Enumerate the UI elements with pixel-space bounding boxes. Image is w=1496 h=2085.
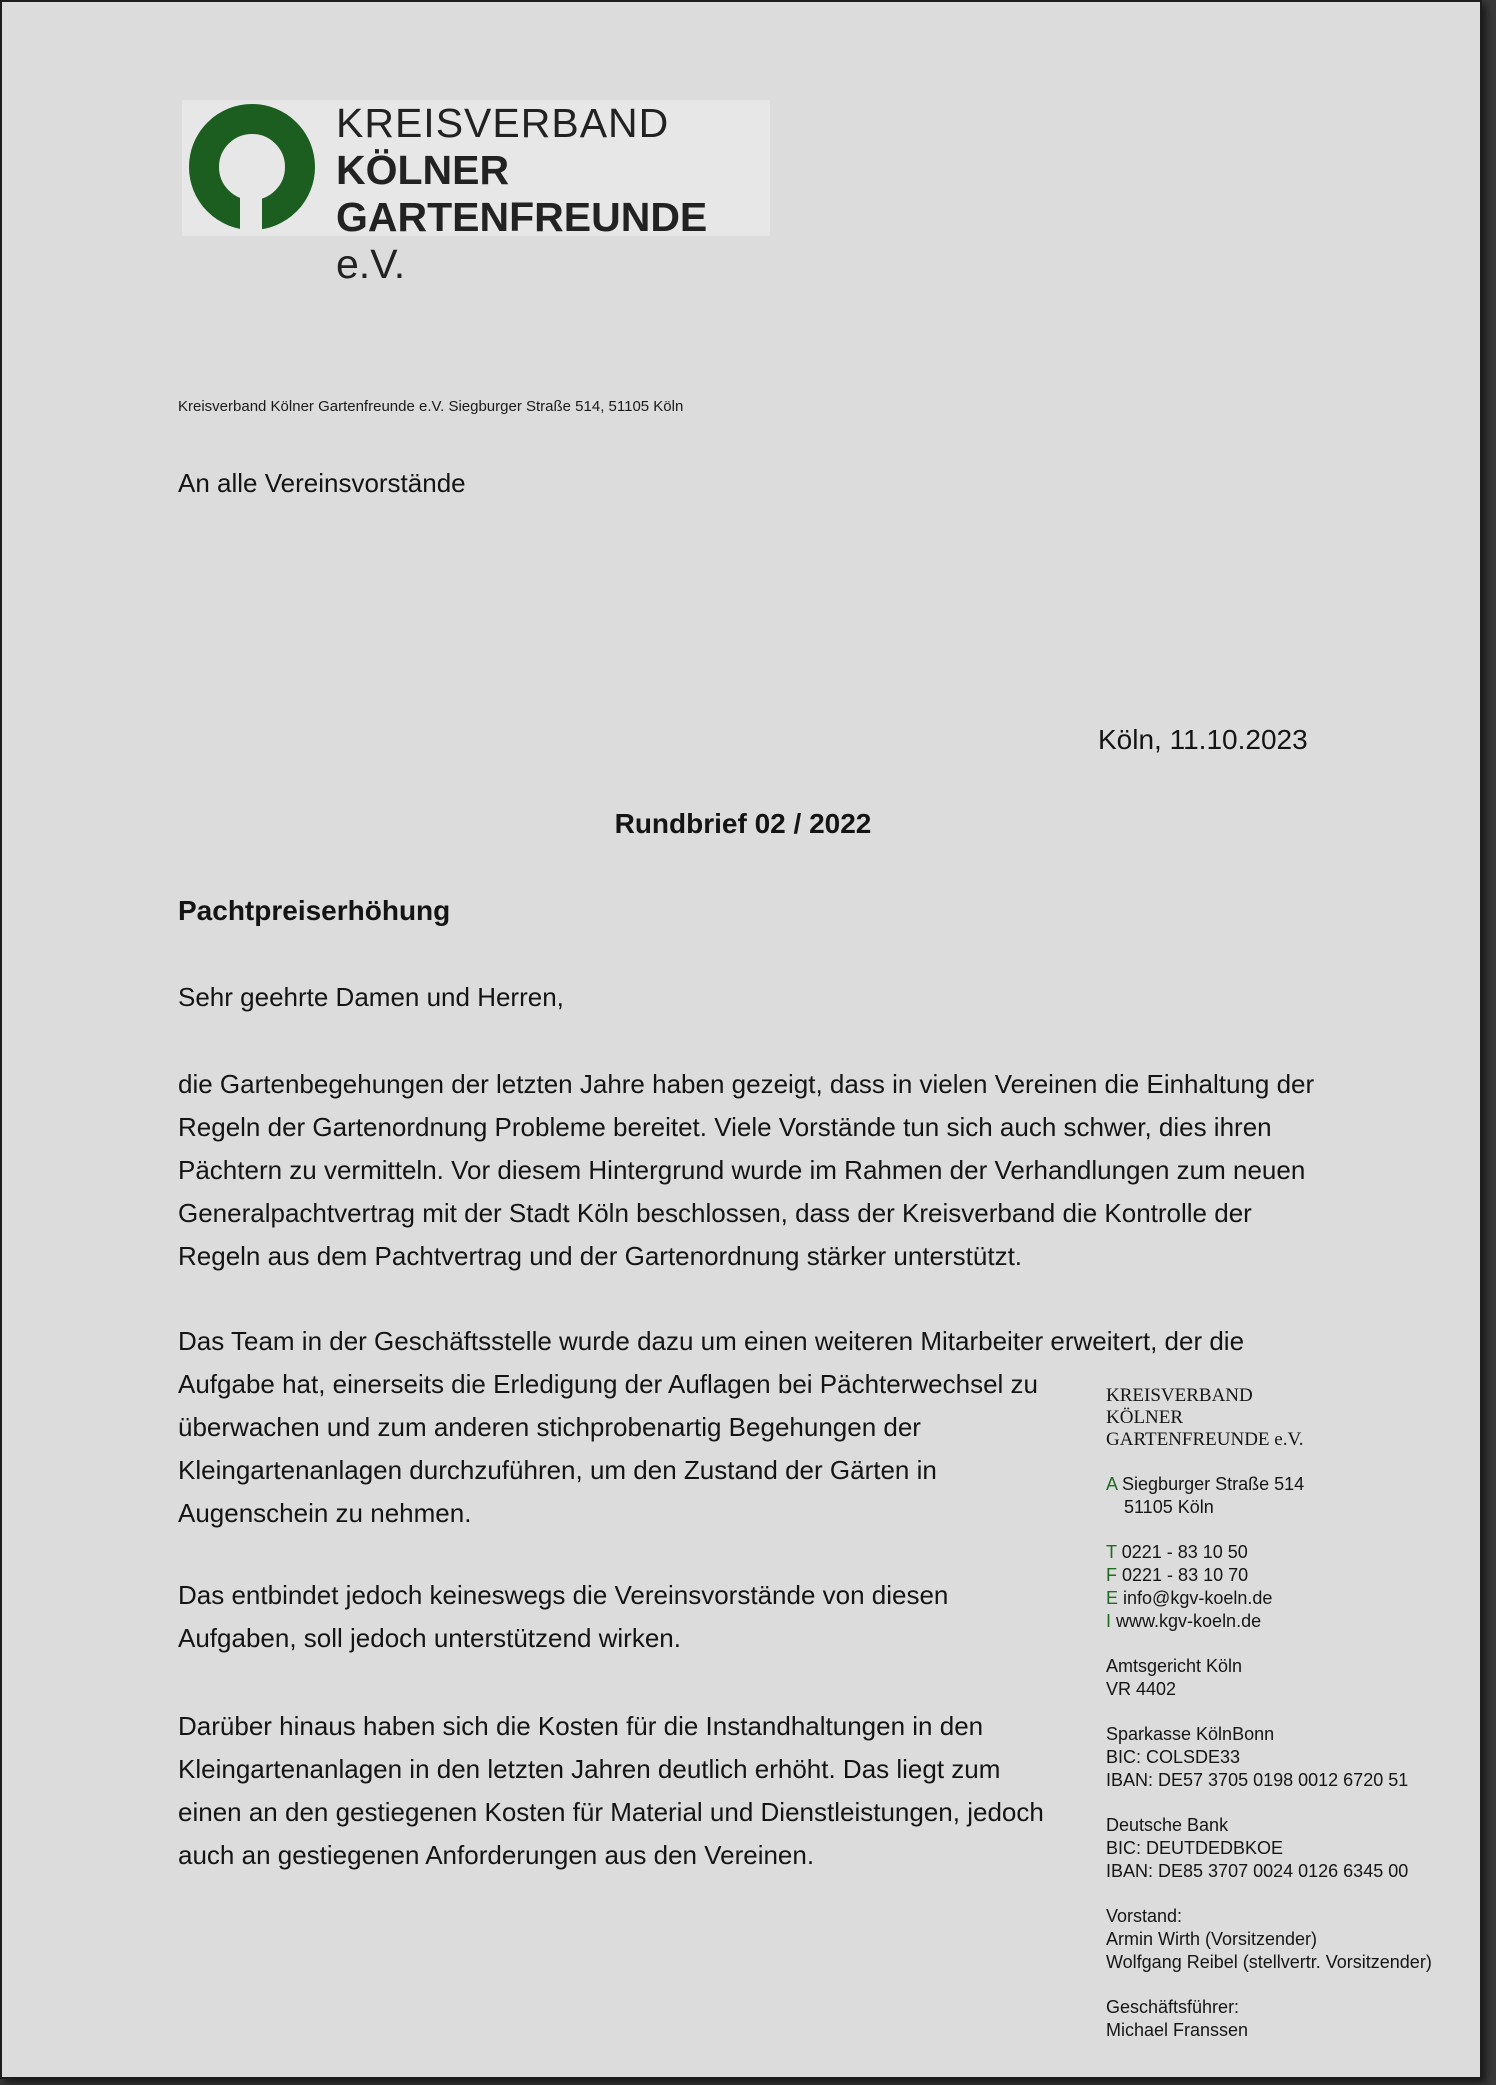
- address-city: 51105 Köln: [1124, 1497, 1214, 1517]
- sidebar-address: [1106, 1473, 1432, 1519]
- bank-2-bic: BIC: DEUTDEDBKOE: [1106, 1838, 1284, 1858]
- manager-name: Michael Franssen: [1106, 2020, 1249, 2040]
- email-letter: E: [1106, 1588, 1119, 1608]
- contact-sidebar: [1106, 1385, 1432, 2064]
- bank-2-name: Deutsche Bank: [1106, 1815, 1229, 1835]
- logo-suffix: e.V.: [336, 241, 406, 287]
- register-number: VR 4402: [1106, 1679, 1177, 1699]
- fax-row: [1106, 1564, 1432, 1587]
- sidebar-board: [1106, 1905, 1432, 1974]
- letter-title: Rundbrief 02 / 2022: [614, 808, 872, 839]
- web-address: www.kgv-koeln.de: [1116, 1611, 1262, 1631]
- logo-wordmark: [336, 100, 770, 288]
- manager-label: Geschäftsführer:: [1106, 1997, 1240, 2017]
- board-member-1: Armin Wirth (Vorsitzender): [1106, 1929, 1318, 1949]
- paragraph-3-text: Das entbindet jedoch keineswegs die Vereinsvorstände von diesen Aufgaben, soll jedoch unterstützend wirken.: [178, 1580, 949, 1653]
- sidebar-address-street-row: [1106, 1473, 1432, 1496]
- letterhead-logo: [182, 100, 770, 287]
- web-letter: I: [1106, 1611, 1112, 1631]
- bank-1-name: Sparkasse KölnBonn: [1106, 1724, 1275, 1744]
- logo-line-2: KÖLNER: [336, 147, 510, 193]
- bank-1-bic: BIC: COLSDE33: [1106, 1747, 1241, 1767]
- sidebar-contact: [1106, 1541, 1432, 1633]
- web-row: [1106, 1610, 1432, 1633]
- ring-logo-icon: [182, 102, 322, 232]
- paragraph-3: [178, 1574, 1018, 1660]
- address-letter: A: [1106, 1474, 1118, 1494]
- letter-subject: Pachtpreiserhöhung: [178, 895, 451, 926]
- paragraph-1: [178, 1063, 1338, 1278]
- board-label: Vorstand:: [1106, 1906, 1183, 1926]
- phone-letter: T: [1106, 1542, 1117, 1562]
- sender-address-line: Kreisverband Kölner Gartenfreunde e.V. Siegburger Straße 514, 51105 Köln: [178, 398, 684, 415]
- paragraph-2-text: Aufgabe hat, einerseits die Erledigung der Auflagen bei Pächterwechsel zu überwachen und zum anderen stichprobenartig Begehungen der Kleingartenanlagen durchzuführen, um den Zustand der Gärten in Augenschein zu nehmen.: [178, 1369, 1039, 1528]
- email-row: [1106, 1587, 1432, 1610]
- paragraph-2-first-line: Das Team in der Geschäftsstelle wurde dazu um einen weiteren Mitarbeiter erweitert, der die: [178, 1326, 1245, 1356]
- email-address: info@kgv-koeln.de: [1123, 1588, 1273, 1608]
- paragraph-1-text: die Gartenbegehungen der letzten Jahre haben gezeigt, dass in vielen Vereinen die Einhaltung der Regeln der Gartenordnung Probleme bereitet. Viele Vorstände tun sich auch schwer, dies ihren Pächtern zu vermitteln. Vor diesem Hintergrund wurde im Rahmen der Verhandlungen zum neuen Generalpachtvertrag mit der Stadt Köln beschlossen, dass der Kreisverband die Kontrolle der Regeln aus dem Pachtvertrag und der Gartenordnung stärker unterstützt.: [178, 1069, 1315, 1271]
- sidebar-org-line-1: KREISVERBAND: [1106, 1385, 1253, 1406]
- sidebar-manager: [1106, 1996, 1432, 2042]
- logo-line-1: KREISVERBAND: [336, 100, 670, 146]
- sidebar-organization: [1106, 1385, 1432, 1451]
- register-court: Amtsgericht Köln: [1106, 1656, 1243, 1676]
- logo-line-3: [336, 194, 770, 288]
- fax-letter: F: [1106, 1565, 1117, 1585]
- fax-number: 0221 - 83 10 70: [1122, 1565, 1249, 1585]
- address-street: Siegburger Straße 514: [1122, 1474, 1305, 1494]
- recipient: An alle Vereinsvorstände: [178, 468, 466, 498]
- sidebar-bank-1: [1106, 1723, 1432, 1792]
- salutation: Sehr geehrte Damen und Herren,: [178, 982, 564, 1012]
- board-member-2: Wolfgang Reibel (stellvertr. Vorsitzender): [1106, 1952, 1432, 1972]
- sidebar-register: [1106, 1655, 1432, 1701]
- paragraph-4: [178, 1705, 1058, 1877]
- letter-date: Köln, 11.10.2023: [1098, 724, 1308, 755]
- bank-2-iban: IBAN: DE85 3707 0024 0126 6345 00: [1106, 1861, 1409, 1881]
- logo-line-3-name: GARTENFREUNDE: [336, 194, 708, 240]
- paragraph-4-text: Darüber hinaus haben sich die Kosten für die Instandhaltungen in den Kleingartenanlagen in den letzten Jahren deutlich erhöht. Das liegt zum einen an den gestiegenen Kosten für Material und Dienstleistungen, jedoch auch an gestiegenen Anforderungen aus den Vereinen.: [178, 1711, 1044, 1870]
- sidebar-org-line-2: KÖLNER: [1106, 1407, 1184, 1428]
- sidebar-org-line-3: GARTENFREUNDE e.V.: [1106, 1429, 1304, 1450]
- phone-row: [1106, 1541, 1432, 1564]
- phone-number: 0221 - 83 10 50: [1121, 1542, 1248, 1562]
- sidebar-bank-2: [1106, 1814, 1432, 1883]
- bank-1-iban: IBAN: DE57 3705 0198 0012 6720 51: [1106, 1770, 1409, 1790]
